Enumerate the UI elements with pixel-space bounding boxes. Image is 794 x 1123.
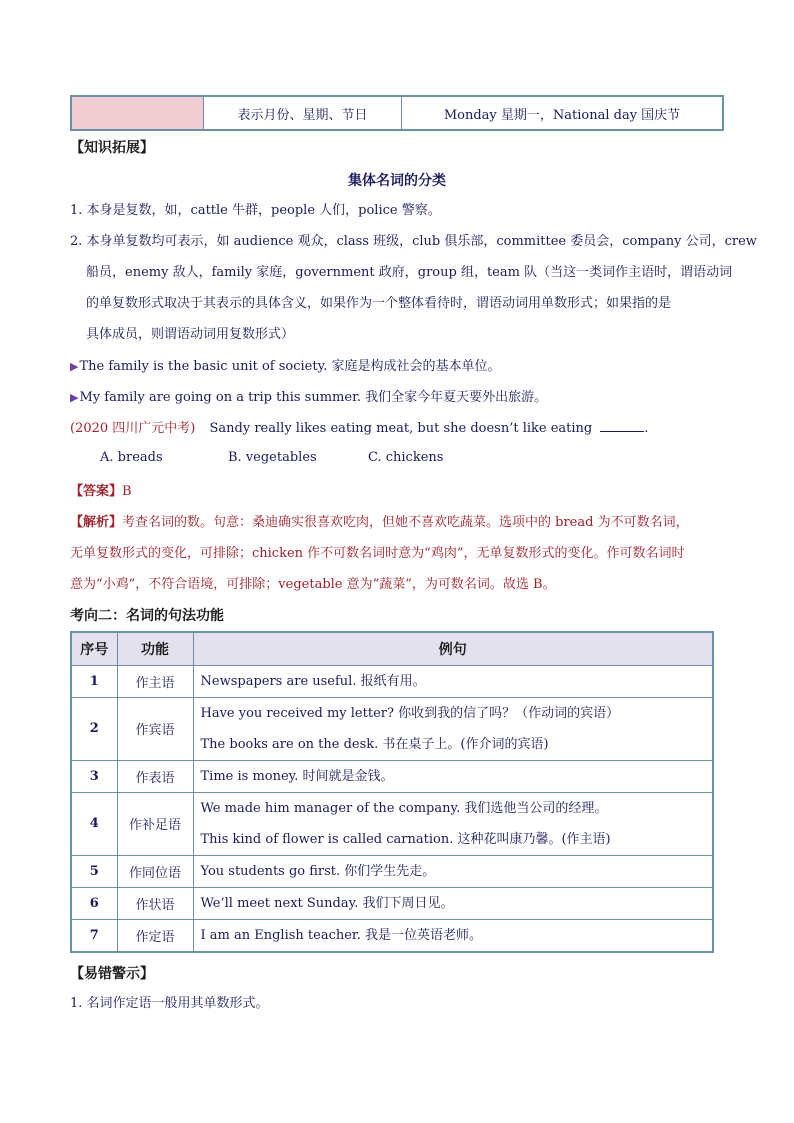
table-row [71,855,713,887]
row-function: 作补足语 [117,792,193,855]
analysis-line: 意为“小鸡”，不符合语境，可排除；vegetable 意为“蔬菜”，为可数名词。故选 B。 [70,577,556,592]
table-header-row [71,632,713,665]
knowledge-tag: 【知识拓展】 [70,140,154,156]
answer-options [100,450,443,465]
exam-source: (2020 四川广元中考) [70,421,196,436]
option-a: A. breads [100,450,163,465]
option-b: B. vegetables [228,450,317,465]
answer-line [70,476,724,507]
row-number: 5 [71,855,117,887]
example-sentence-2: ▶My family are going on a trip this summer. 我们全家今年夏天要外出旅游。 [70,390,548,405]
option-c: C. chickens [368,450,444,465]
answer-tag: 【答案】 [70,484,123,499]
row-examples [193,760,713,792]
row-number: 1 [71,665,117,697]
header-example: 例句 [193,632,713,665]
example-line: Newspapers are useful. 报纸有用。 [200,673,426,689]
collective-noun-title: 集体名词的分类 [348,173,446,189]
row-examples [193,887,713,919]
row-number: 7 [71,919,117,952]
point-1: 1. 本身是复数，如，cattle 牛群，people 人们，police 警察。 [70,203,441,218]
top-table-example-cell: Monday 星期一，National day 国庆节 [443,107,681,123]
example-sentence-1: ▶The family is the basic unit of society. 家庭是构成社会的基本单位。 [70,359,501,374]
example-line: We made him manager of the company. 我们选他当公司的经理。 [200,800,608,816]
row-examples [193,919,713,952]
top-partial-table [70,95,724,131]
row-number: 3 [71,760,117,792]
answer-value: B [122,484,132,499]
example-line: You students go first. 你们学生先走。 [200,863,436,879]
row-function: 作主语 [117,665,193,697]
top-table-usage-cell: 表示月份、星期、节日 [204,97,402,129]
warning-tag: 【易错警示】 [70,966,154,982]
point-2-line: 船员，enemy 敌人，family 家庭，government 政府，group 组，team 队（当这一类词作主语时，谓语动词 [86,265,733,280]
table-row [71,792,713,855]
syntactic-function-table [70,631,714,953]
row-examples [193,855,713,887]
triangle-bullet-icon: ▶ [70,391,79,404]
exam-question-text: Sandy really likes eating meat, but she doesn’t like eating [209,421,593,436]
table-row [71,919,713,952]
analysis-line: 无单复数形式的变化，可排除；chicken 作不可数名词时意为“鸡肉”，无单复数形式的变化。作可数名词时 [70,546,685,561]
row-function: 作表语 [117,760,193,792]
point-2-line: 具体成员，则谓语动词用复数形式） [86,327,295,342]
exam-question: (2020 四川广元中考) Sandy really likes eating meat, but she doesn’t like eating . [70,421,649,436]
row-function: 作状语 [117,887,193,919]
example-line: The books are on the desk. 书在桌子上。(作介词的宾语) [200,736,549,752]
example-line: Time is money. 时间就是金钱。 [200,768,394,784]
row-function: 作同位语 [117,855,193,887]
warning-point-1: 1. 名词作定语一般用其单数形式。 [70,996,269,1011]
point-2-line: 的单复数形式取决于其表示的具体含义，如果作为一个整体看待时，谓语动词用单数形式；如果指的是 [86,296,672,311]
section-2-title: 考向二：名词的句法功能 [70,608,224,624]
row-number: 6 [71,887,117,919]
table-row [71,760,713,792]
row-number: 4 [71,792,117,855]
row-function: 作定语 [117,919,193,952]
row-function: 作宾语 [117,697,193,760]
answer-blank [600,419,644,432]
analysis-line: 【解析】考查名词的数。句意：桑迪确实很喜欢吃肉，但她不喜欢吃蔬菜。选项中的 bread 为不可数名词， [70,515,689,530]
row-examples [193,665,713,697]
row-examples [193,697,713,760]
example-line: This kind of flower is called carnation. 这种花叫康乃馨。(作主语) [200,831,611,847]
table-row [71,697,713,760]
example-line: I am an English teacher. 我是一位英语老师。 [200,927,482,943]
row-examples [193,792,713,855]
example-line: We’ll meet next Sunday. 我们下周日见。 [200,895,454,911]
row-number: 2 [71,697,117,760]
example-line: Have you received my letter? 你收到我的信了吗？（作动词的宾语） [200,705,620,721]
header-number: 序号 [71,632,117,665]
header-function: 功能 [117,632,193,665]
analysis-tag: 【解析】 [70,515,123,530]
top-table-pink-cell [72,97,204,129]
point-2-line: 2. 本身单复数均可表示，如 audience 观众，class 班级，club 俱乐部，committee 委员会，company 公司，crew [70,234,757,249]
table-row [71,665,713,697]
table-row [71,887,713,919]
triangle-bullet-icon: ▶ [70,360,79,373]
